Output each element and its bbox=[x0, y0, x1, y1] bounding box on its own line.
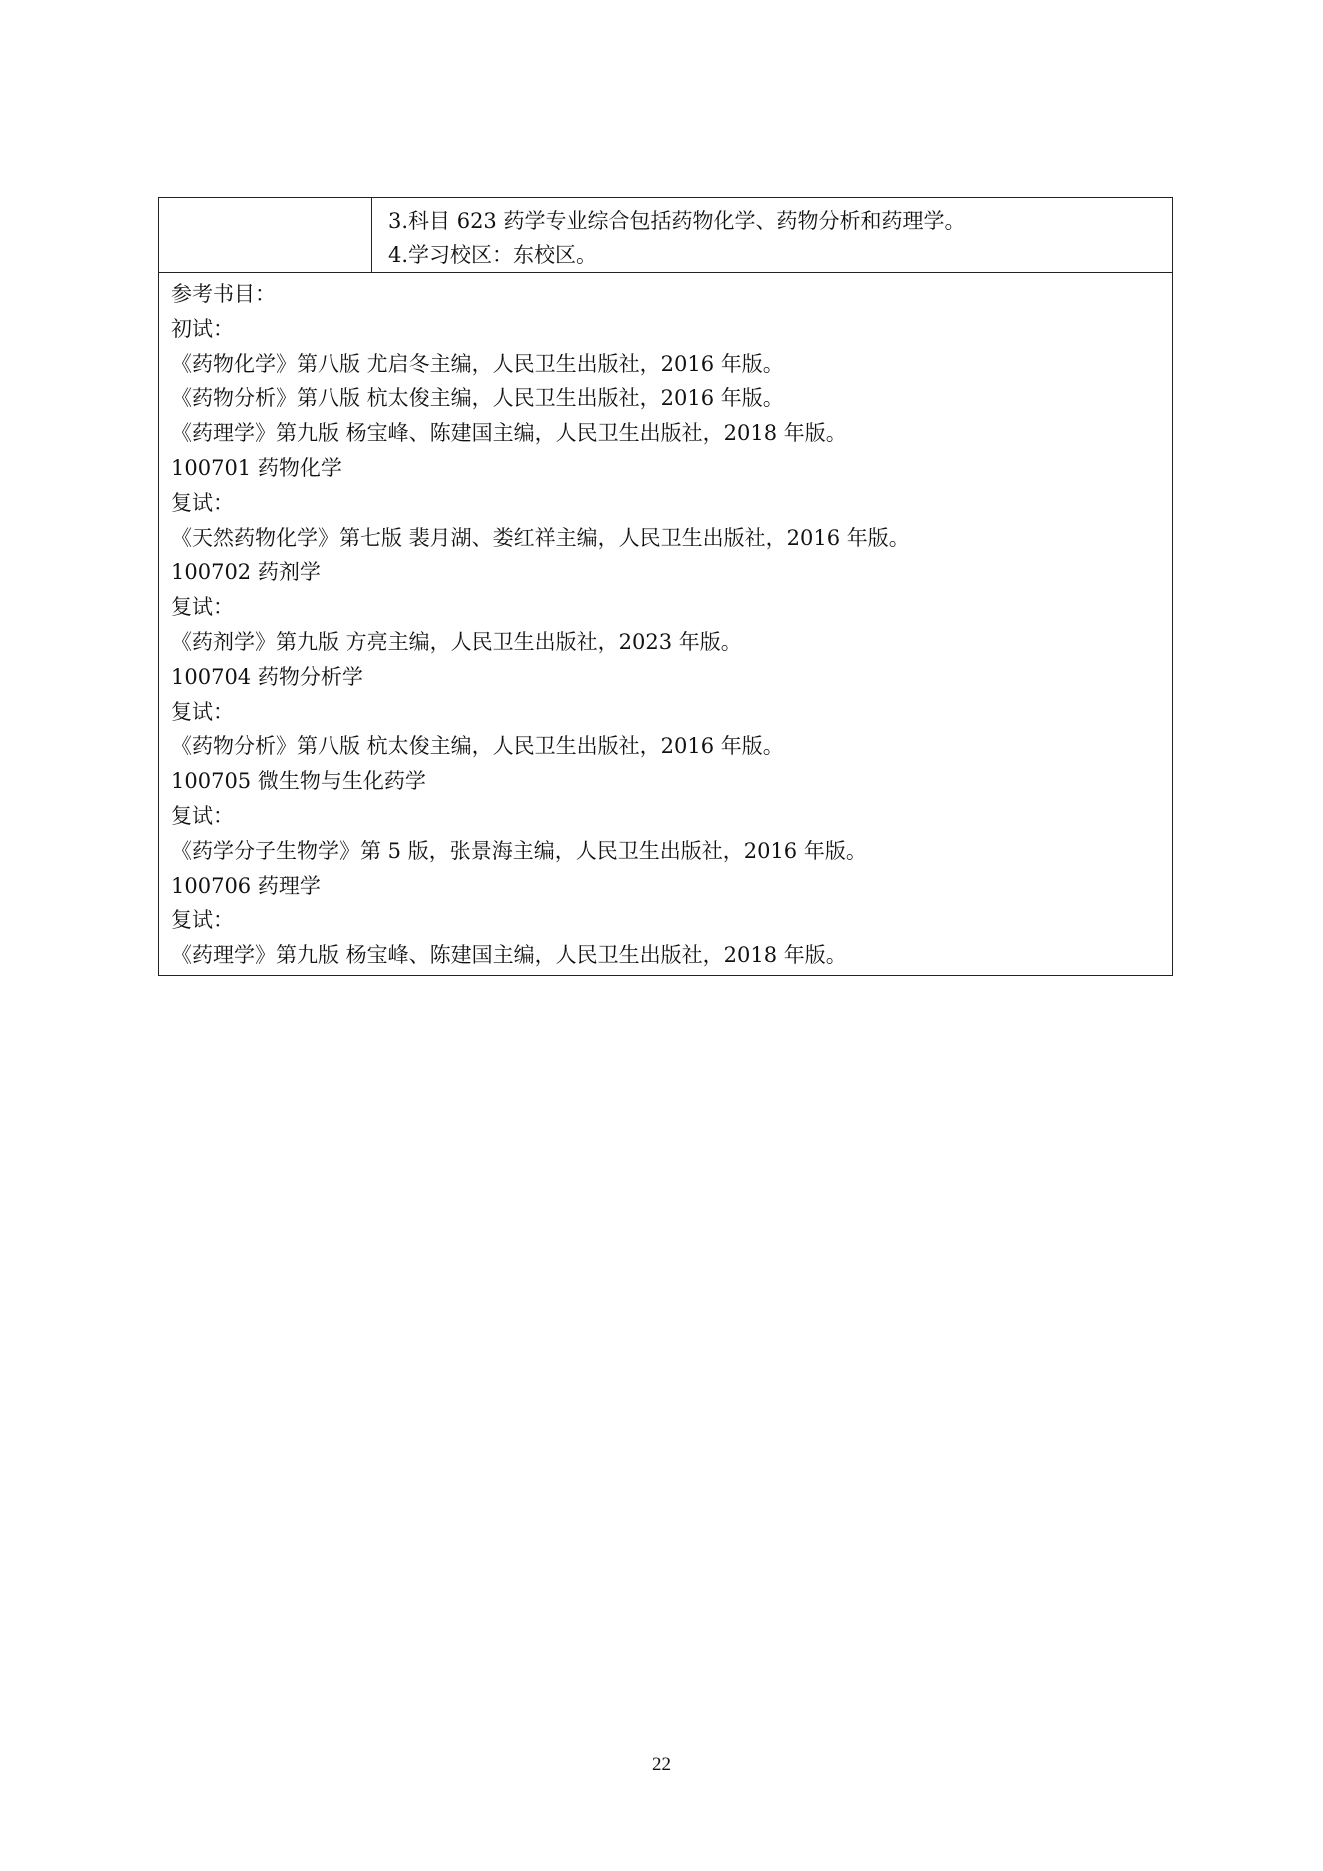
reference-line: 《天然药物化学》第七版 裴月湖、娄红祥主编，人民卫生出版社，2016 年版。 bbox=[171, 525, 910, 550]
references-cell bbox=[159, 273, 1173, 976]
page-number: 22 bbox=[652, 1754, 671, 1775]
reference-line: 《药物分析》第八版 杭太俊主编，人民卫生出版社，2016 年版。 bbox=[171, 386, 784, 411]
notes-row bbox=[159, 198, 1173, 273]
reference-line: 《药理学》第九版 杨宝峰、陈建国主编，人民卫生出版社，2018 年版。 bbox=[171, 421, 847, 446]
reference-line: 《药剂学》第九版 方亮主编，人民卫生出版社，2023 年版。 bbox=[171, 629, 742, 654]
reference-line: 初试： bbox=[171, 316, 234, 341]
reference-line: 复试： bbox=[171, 908, 234, 933]
reference-line: 《药学分子生物学》第 5 版，张景海主编，人民卫生出版社，2016 年版。 bbox=[171, 838, 867, 863]
reference-line: 《药物化学》第八版 尤启冬主编，人民卫生出版社，2016 年版。 bbox=[171, 351, 784, 376]
reference-line: 复试： bbox=[171, 490, 234, 515]
reference-line: 100706 药理学 bbox=[171, 873, 321, 898]
reference-line: 复试： bbox=[171, 595, 234, 620]
reference-line: 复试： bbox=[171, 699, 234, 724]
program-info-table bbox=[158, 197, 1173, 976]
reference-line: 100705 微生物与生化药学 bbox=[171, 769, 426, 794]
reference-line: 100704 药物分析学 bbox=[171, 664, 363, 689]
references-row bbox=[159, 273, 1173, 976]
empty-label-cell bbox=[159, 198, 372, 273]
notes-cell bbox=[372, 198, 1173, 273]
note-line: 4.学习校区：东校区。 bbox=[388, 243, 598, 267]
reference-line: 《药理学》第九版 杨宝峰、陈建国主编，人民卫生出版社，2018 年版。 bbox=[171, 943, 847, 968]
reference-line: 100702 药剂学 bbox=[171, 560, 321, 585]
reference-line: 复试： bbox=[171, 803, 234, 828]
reference-line: 100701 药物化学 bbox=[171, 455, 342, 480]
references-heading: 参考书目： bbox=[171, 282, 276, 306]
reference-line: 《药物分析》第八版 杭太俊主编，人民卫生出版社，2016 年版。 bbox=[171, 734, 784, 759]
note-line: 3.科目 623 药学专业综合包括药物化学、药物分析和药理学。 bbox=[388, 209, 966, 233]
